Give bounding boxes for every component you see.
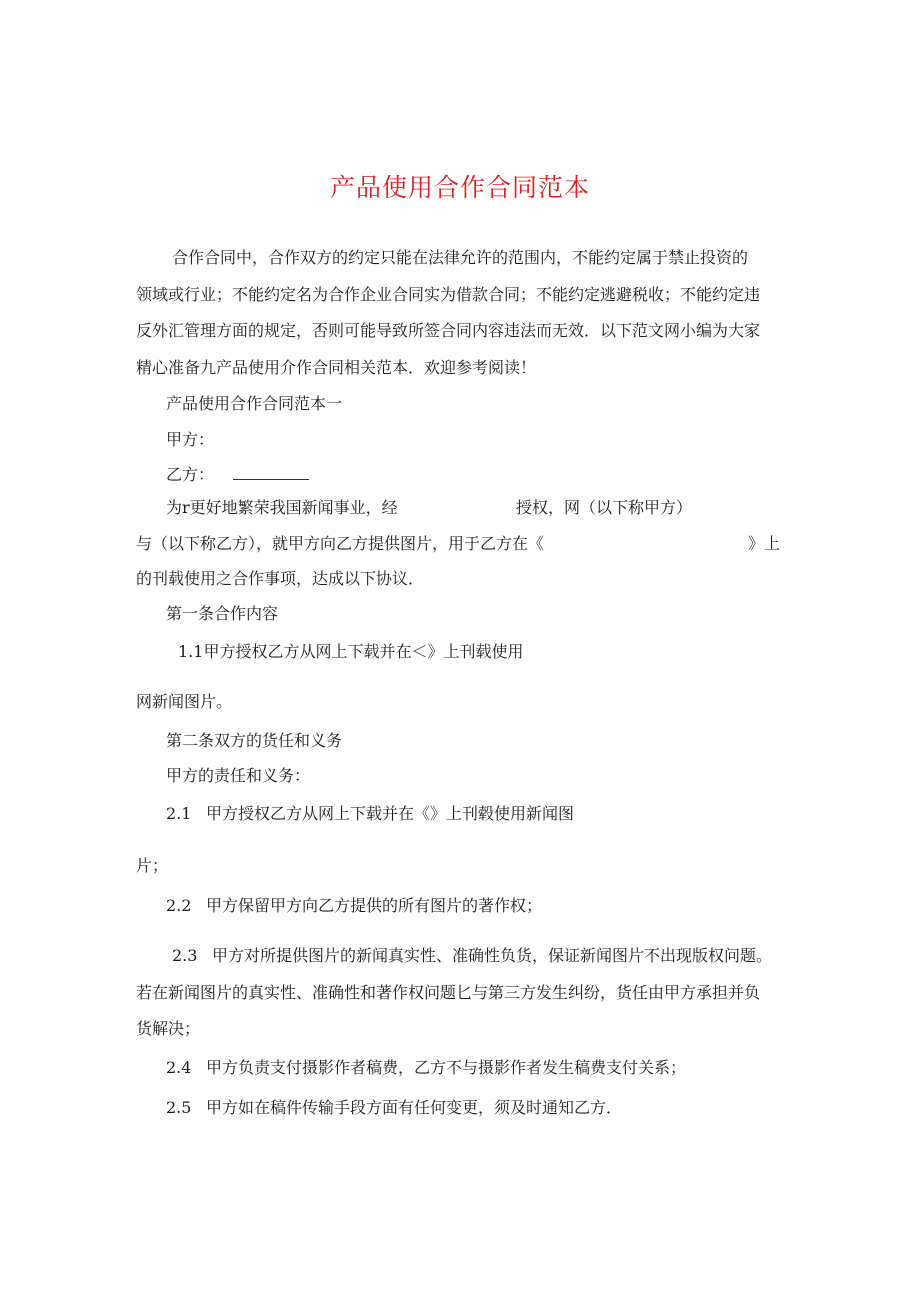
clause-2-3-num: 2.3	[172, 946, 198, 965]
intro-line-4: 精心准备九产品使用介作合同相关范本．欢迎参考阅读！	[136, 358, 537, 377]
clause-2-4: 甲方负责支付摄影作者稿费，乙方不与摄影作者发生稿费支付关系；	[206, 1058, 687, 1077]
clause-2-5-num: 2.5	[166, 1098, 192, 1117]
clause-2-3: 甲方对所提供图片的新闻真实性、准确性负货，保证新闻图片不出现版权问题。	[212, 946, 773, 965]
document-title: 产品使用合作合同范本	[329, 173, 590, 202]
clause-2-1-cont: 片；	[136, 856, 169, 875]
preamble-line-3: 的刊载使用之合作事项，达成以下协议．	[136, 569, 425, 588]
party-b-blank	[233, 465, 309, 480]
clause-2-2-num: 2.2	[166, 896, 192, 915]
clause-2-2: 甲方保留甲方向乙方提供的所有图片的著作权；	[206, 896, 543, 915]
party-a-label: 甲方：	[166, 430, 215, 449]
clause-1-1: 1.1甲方授权乙方从网上下载并在＜》上刊载使用	[178, 642, 524, 661]
clause-2-3-line-2: 若在新闻图片的真实性、准确性和著作权问题匕与第三方发生纠纷，货任由甲方承担并负	[136, 983, 761, 1002]
clause-2-4-num: 2.4	[166, 1058, 192, 1077]
preamble-line-2a: 与（以下称乙方），就甲方向乙方提供图片，用于乙方在《	[136, 534, 545, 553]
article-1-title: 第一条合作内容	[166, 604, 279, 623]
intro-line-2: 领域或行业；不能约定名为合作企业合同实为借款合同；不能约定逃避税收；不能约定违	[136, 285, 761, 304]
clause-2-1: 甲方授权乙方从网上下载并在《》上刊毂使用新闻图	[206, 804, 575, 823]
preamble-line-1a: 为r更好地繁荣我国新闻事业，经	[166, 498, 398, 517]
intro-line-1: 合作合同中，合作双方的约定只能在法律允许的范围内，不能约定属于禁止投资的	[172, 248, 749, 267]
article-2-title: 第二条双方的货任和义务	[166, 731, 343, 750]
clause-2-3-line-3: 货解决；	[136, 1019, 201, 1038]
clause-1-1-cont: 网新闻图片。	[136, 692, 233, 711]
party-b-line	[166, 465, 309, 485]
intro-line-3: 反外汇管理方面的规定，否则可能导致所签合同内容违法而无效．以下范文网小编为大家	[136, 321, 761, 340]
party-a-duties: 甲方的责任和义务：	[166, 766, 311, 785]
clause-2-5: 甲方如在稿件传输手段方面有任何变更，须及时通知乙方．	[206, 1098, 623, 1117]
party-b-label: 乙方：	[166, 465, 215, 484]
preamble-line-1b: 授权，网（以下称甲方）	[516, 498, 693, 517]
contract-heading: 产品使用合作合同范本一	[166, 394, 343, 413]
preamble-line-2b: 》上	[748, 534, 781, 553]
clause-2-1-num: 2.1	[166, 804, 192, 823]
